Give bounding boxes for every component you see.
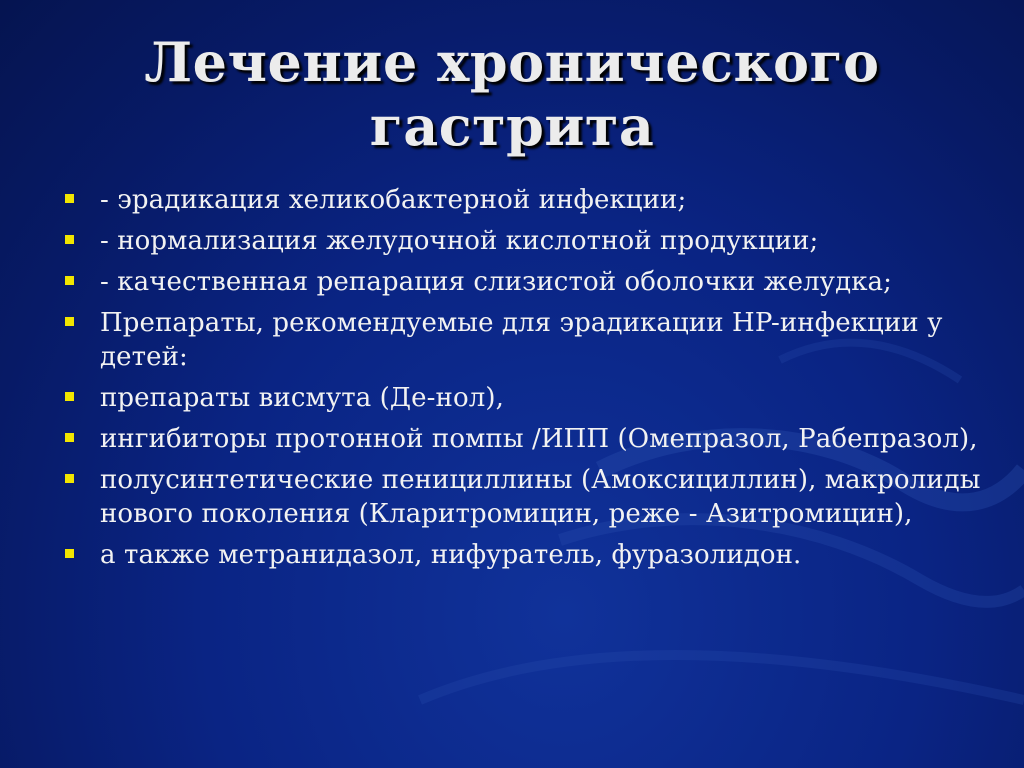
- yellow-square-bullet-icon: [65, 194, 74, 203]
- yellow-square-bullet-icon: [65, 549, 74, 558]
- yellow-square-bullet-icon: [65, 392, 74, 401]
- bullet-text: полусинтетические пенициллины (Амоксициллин), макролиды нового поколения (Кларитромицин, реже - Азитромицин),: [100, 465, 981, 529]
- bullet-item-other-drugs: [62, 538, 992, 572]
- bullet-text: Препараты, рекомендуемые для эрадикации HP-инфекции у детей:: [100, 308, 943, 372]
- bullet-text: препараты висмута (Де-нол),: [100, 383, 504, 413]
- yellow-square-bullet-icon: [65, 433, 74, 442]
- bullet-text: ингибиторы протонной помпы /ИПП (Омепразол, Рабепразол),: [100, 424, 978, 454]
- bullet-item-antibiotics: [62, 463, 992, 531]
- yellow-square-bullet-icon: [65, 235, 74, 244]
- bullet-item-bismuth: [62, 381, 992, 415]
- bullet-item-recommended-drugs: [62, 306, 992, 374]
- bullet-item-acid-normalization: [62, 224, 992, 258]
- bullet-text: а также метранидазол, нифуратель, фуразолидон.: [100, 540, 802, 570]
- slide-title: [0, 30, 1024, 158]
- yellow-square-bullet-icon: [65, 317, 74, 326]
- yellow-square-bullet-icon: [65, 474, 74, 483]
- bullet-item-ppi: [62, 422, 992, 456]
- bullet-text: - эрадикация хеликобактерной инфекции;: [100, 185, 687, 215]
- bullet-text: - нормализация желудочной кислотной продукции;: [100, 226, 819, 256]
- bullet-text: - качественная репарация слизистой оболочки желудка;: [100, 267, 893, 297]
- bullet-item-eradication: [62, 183, 992, 217]
- slide-title-line-2: гастрита: [369, 94, 655, 158]
- slide-title-line-1: Лечение хронического: [144, 30, 880, 94]
- bullet-item-mucosa-repair: [62, 265, 992, 299]
- yellow-square-bullet-icon: [65, 276, 74, 285]
- bullet-list: [62, 183, 992, 579]
